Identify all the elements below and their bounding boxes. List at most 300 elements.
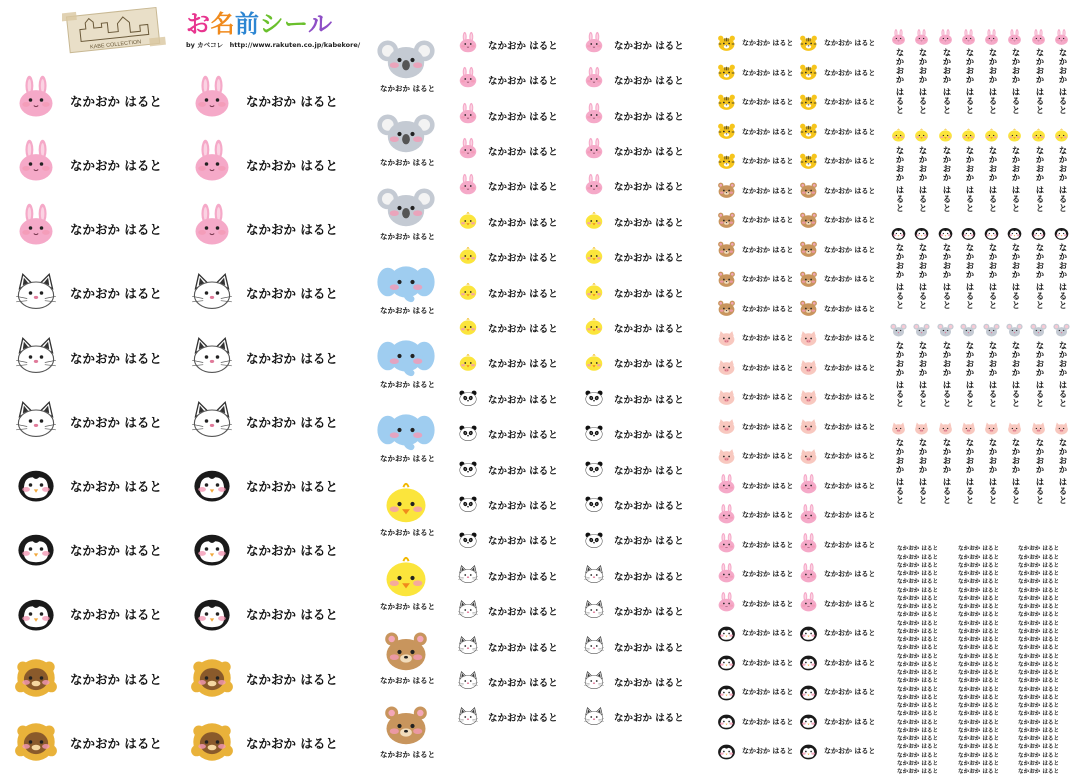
name-label: なかおか はると <box>824 540 876 549</box>
tiger-icon <box>716 33 737 54</box>
penguin-icon <box>14 527 58 571</box>
name-label: なかおか はると <box>70 543 162 559</box>
name-label: なかおか はると <box>742 186 794 195</box>
cat-icon <box>583 599 605 621</box>
bear-icon <box>380 700 432 752</box>
name-label: なかおか はると <box>958 769 1000 776</box>
vertical-name-label: なかおか はると <box>894 145 904 212</box>
bear-icon <box>798 269 819 290</box>
name-label: なかおか はると <box>1018 620 1060 627</box>
mouse-icon <box>1006 322 1023 339</box>
name-label: なかおか はると <box>897 653 939 660</box>
name-label: なかおか はると <box>614 607 684 619</box>
vertical-name-label: なかおか はると <box>964 48 974 115</box>
rabbit-icon <box>983 30 1000 47</box>
cat-icon <box>14 399 58 443</box>
rabbit-icon <box>190 78 234 122</box>
penguin-icon <box>983 225 1000 242</box>
name-label: なかおか はると <box>70 414 162 430</box>
vertical-name-label: なかおか はると <box>964 340 974 407</box>
name-label: なかおか はると <box>70 671 162 687</box>
rabbit-icon <box>583 33 605 55</box>
penguin-icon <box>1030 225 1047 242</box>
bear-icon <box>798 298 819 319</box>
name-label: なかおか はると <box>1018 653 1060 660</box>
name-label: なかおか はると <box>614 111 684 123</box>
name-label: なかおか はると <box>380 676 436 685</box>
cat-icon <box>190 399 234 443</box>
rabbit-icon <box>14 78 58 122</box>
vertical-name-label: なかおか はると <box>987 48 997 115</box>
name-label: なかおか はると <box>742 39 794 48</box>
cat-icon <box>457 599 479 621</box>
rabbit-icon <box>14 206 58 250</box>
penguin-icon <box>798 623 819 644</box>
chick-icon <box>380 478 432 530</box>
cat-icon <box>14 335 58 379</box>
panda-icon <box>457 529 479 551</box>
name-label: なかおか はると <box>488 253 558 265</box>
pig-icon <box>716 328 737 349</box>
tiger-icon <box>798 151 819 172</box>
name-label: なかおか はると <box>958 604 1000 611</box>
name-label: なかおか はると <box>897 711 939 718</box>
kabe-collection-logo <box>62 4 166 54</box>
name-label: なかおか はると <box>824 717 876 726</box>
koala-icon <box>380 108 432 160</box>
name-label: なかおか はると <box>958 760 1000 767</box>
name-label: なかおか はると <box>1018 595 1060 602</box>
mouse-icon <box>1030 322 1047 339</box>
name-label: なかおか はると <box>246 222 338 238</box>
name-label: なかおか はると <box>1018 571 1060 578</box>
name-label: なかおか はると <box>897 760 939 767</box>
rabbit-icon <box>798 475 819 496</box>
name-label: なかおか はると <box>824 127 876 136</box>
name-label: なかおか はると <box>742 540 794 549</box>
name-label: なかおか はると <box>824 688 876 697</box>
elephant-icon <box>380 256 432 308</box>
vertical-name-label: なかおか はると <box>987 340 997 407</box>
vertical-name-label: なかおか はると <box>894 438 904 505</box>
rabbit-icon <box>798 505 819 526</box>
name-label: なかおか はると <box>824 275 876 284</box>
name-label: なかおか はると <box>488 76 558 88</box>
pig-icon <box>716 416 737 437</box>
name-label: なかおか はると <box>742 157 794 166</box>
vertical-name-label: なかおか はると <box>1034 145 1044 212</box>
name-label: なかおか はると <box>488 147 558 159</box>
vertical-name-label: なかおか はると <box>1010 48 1020 115</box>
name-label: なかおか はると <box>614 217 684 229</box>
rabbit-icon <box>913 30 930 47</box>
vertical-name-label: なかおか はると <box>987 145 997 212</box>
chick-icon <box>583 281 605 303</box>
name-label: なかおか はると <box>897 703 939 710</box>
name-label: なかおか はると <box>1018 678 1060 685</box>
name-label: なかおか はると <box>380 454 436 463</box>
name-label: なかおか はると <box>1018 736 1060 743</box>
lion-icon <box>190 656 234 700</box>
name-label: なかおか はると <box>380 158 436 167</box>
chick-icon <box>457 316 479 338</box>
name-label: なかおか はると <box>614 571 684 583</box>
chick-icon <box>583 210 605 232</box>
bear-icon <box>716 298 737 319</box>
name-label: なかおか はると <box>897 595 939 602</box>
pig-icon <box>716 357 737 378</box>
name-label: なかおか はると <box>958 694 1000 701</box>
panda-icon <box>583 387 605 409</box>
rabbit-icon <box>583 139 605 161</box>
name-label: なかおか はると <box>614 536 684 548</box>
name-label: なかおか はると <box>742 393 794 402</box>
vertical-name-label: なかおか はると <box>917 438 927 505</box>
vertical-name-label: なかおか はると <box>917 145 927 212</box>
panda-icon <box>583 529 605 551</box>
panda-icon <box>457 458 479 480</box>
rabbit-icon <box>716 534 737 555</box>
name-label: なかおか はると <box>897 579 939 586</box>
rabbit-icon <box>890 30 907 47</box>
name-label: なかおか はると <box>897 769 939 776</box>
vertical-name-label: なかおか はると <box>894 243 904 310</box>
name-label: なかおか はると <box>824 304 876 313</box>
bear-icon <box>716 269 737 290</box>
name-label: なかおか はると <box>488 501 558 513</box>
vertical-name-label: なかおか はると <box>1034 48 1044 115</box>
name-label: なかおか はると <box>246 735 338 751</box>
name-label: なかおか はると <box>897 727 939 734</box>
tiger-icon <box>798 33 819 54</box>
rabbit-icon <box>716 475 737 496</box>
elephant-icon <box>380 404 432 456</box>
name-label: なかおか はると <box>488 430 558 442</box>
name-label: なかおか はると <box>614 288 684 300</box>
panda-icon <box>583 422 605 444</box>
penguin-icon <box>798 682 819 703</box>
name-label: なかおか はると <box>897 736 939 743</box>
name-label: なかおか はると <box>824 186 876 195</box>
name-label: なかおか はると <box>742 68 794 77</box>
name-label: なかおか はると <box>824 511 876 520</box>
name-label: なかおか はると <box>742 599 794 608</box>
chick-icon <box>457 245 479 267</box>
chick-icon <box>457 281 479 303</box>
name-label: なかおか はると <box>1018 628 1060 635</box>
name-label: なかおか はると <box>380 306 436 315</box>
name-label: なかおか はると <box>1018 703 1060 710</box>
name-label: なかおか はると <box>958 612 1000 619</box>
name-label: なかおか はると <box>897 612 939 619</box>
name-label: なかおか はると <box>70 158 162 174</box>
name-label: なかおか はると <box>824 570 876 579</box>
penguin-icon <box>716 652 737 673</box>
name-label: なかおか はると <box>380 232 436 241</box>
name-label: なかおか はると <box>742 245 794 254</box>
name-label: なかおか はると <box>958 637 1000 644</box>
vertical-name-label: なかおか はると <box>1057 438 1067 505</box>
name-label: なかおか はると <box>488 359 558 371</box>
cat-icon <box>14 271 58 315</box>
vertical-name-label: なかおか はると <box>1010 340 1020 407</box>
name-label: なかおか はると <box>824 393 876 402</box>
name-label: なかおか はると <box>958 711 1000 718</box>
mouse-icon <box>890 322 907 339</box>
name-label: なかおか はると <box>488 111 558 123</box>
name-label: なかおか はると <box>824 363 876 372</box>
name-label: なかおか はると <box>742 422 794 431</box>
name-label: なかおか はると <box>824 422 876 431</box>
vertical-name-label: なかおか はると <box>894 48 904 115</box>
cat-icon <box>583 670 605 692</box>
lion-icon <box>14 720 58 764</box>
name-label: なかおか はると <box>958 595 1000 602</box>
name-label: なかおか はると <box>1018 744 1060 751</box>
rabbit-icon <box>798 534 819 555</box>
penguin-icon <box>1053 225 1070 242</box>
chick-icon <box>583 245 605 267</box>
name-label: なかおか はると <box>614 76 684 88</box>
name-label: なかおか はると <box>958 727 1000 734</box>
bear-icon <box>798 239 819 260</box>
vertical-name-label: なかおか はると <box>1057 145 1067 212</box>
name-label: なかおか はると <box>958 546 1000 553</box>
name-label: なかおか はると <box>742 334 794 343</box>
name-label: なかおか はると <box>1018 587 1060 594</box>
name-label: なかおか はると <box>824 334 876 343</box>
penguin-icon <box>716 711 737 732</box>
name-label: なかおか はると <box>824 245 876 254</box>
name-label: なかおか はると <box>742 570 794 579</box>
vertical-name-label: なかおか はると <box>1010 145 1020 212</box>
rabbit-icon <box>583 68 605 90</box>
vertical-name-label: なかおか はると <box>1010 243 1020 310</box>
penguin-icon <box>14 463 58 507</box>
rabbit-icon <box>798 593 819 614</box>
name-label: なかおか はると <box>958 661 1000 668</box>
rabbit-icon <box>457 33 479 55</box>
name-label: なかおか はると <box>488 536 558 548</box>
rabbit-icon <box>716 505 737 526</box>
elephant-icon <box>380 330 432 382</box>
name-label: なかおか はると <box>897 645 939 652</box>
cat-icon <box>583 635 605 657</box>
rabbit-icon <box>190 142 234 186</box>
pig-icon <box>798 357 819 378</box>
name-label: なかおか はると <box>614 678 684 690</box>
vertical-name-label: なかおか はると <box>964 438 974 505</box>
vertical-name-label: なかおか はると <box>941 145 951 212</box>
name-label: なかおか はると <box>897 628 939 635</box>
name-label: なかおか はると <box>824 481 876 490</box>
name-label: なかおか はると <box>897 604 939 611</box>
name-label: なかおか はると <box>614 359 684 371</box>
name-label: なかおか はると <box>742 304 794 313</box>
pig-icon <box>1053 420 1070 437</box>
name-label: なかおか はると <box>958 670 1000 677</box>
name-label: なかおか はると <box>246 543 338 559</box>
name-label: なかおか はると <box>742 717 794 726</box>
name-label: なかおか はると <box>1018 637 1060 644</box>
penguin-icon <box>798 741 819 762</box>
rabbit-icon <box>583 175 605 197</box>
name-label: なかおか はると <box>1018 711 1060 718</box>
rabbit-icon <box>937 30 954 47</box>
rabbit-icon <box>457 139 479 161</box>
name-label: なかおか はると <box>614 182 684 194</box>
chick-icon <box>583 316 605 338</box>
name-label: なかおか はると <box>380 750 436 759</box>
name-label: なかおか はると <box>614 324 684 336</box>
rabbit-icon <box>457 68 479 90</box>
name-label: なかおか はると <box>897 546 939 553</box>
chick-icon <box>457 352 479 374</box>
name-label: なかおか はると <box>824 98 876 107</box>
name-label: なかおか はると <box>958 571 1000 578</box>
name-label: なかおか はると <box>958 587 1000 594</box>
name-label: なかおか はると <box>1018 769 1060 776</box>
name-label: なかおか はると <box>897 661 939 668</box>
cat-icon <box>457 670 479 692</box>
penguin-icon <box>960 225 977 242</box>
name-label: なかおか はると <box>488 40 558 52</box>
chick-icon <box>457 210 479 232</box>
name-label: なかおか はると <box>488 713 558 725</box>
pig-icon <box>983 420 1000 437</box>
name-label: なかおか はると <box>614 394 684 406</box>
chick-icon <box>1030 127 1047 144</box>
penguin-icon <box>716 741 737 762</box>
name-label: なかおか はると <box>614 147 684 159</box>
vertical-name-label: なかおか はると <box>941 243 951 310</box>
logo-text: KABE COLLECTION <box>89 39 142 51</box>
name-label: なかおか はると <box>246 607 338 623</box>
name-label: なかおか はると <box>742 275 794 284</box>
name-label: なかおか はると <box>488 571 558 583</box>
name-label: なかおか はると <box>1018 686 1060 693</box>
vertical-name-label: なかおか はると <box>894 340 904 407</box>
rabbit-icon <box>457 104 479 126</box>
pig-icon <box>798 387 819 408</box>
tiger-icon <box>716 151 737 172</box>
name-label: なかおか はると <box>897 620 939 627</box>
rabbit-icon <box>798 564 819 585</box>
penguin-icon <box>937 225 954 242</box>
rabbit-icon <box>716 564 737 585</box>
name-label: なかおか はると <box>614 501 684 513</box>
name-label: なかおか はると <box>958 744 1000 751</box>
cat-icon <box>583 706 605 728</box>
name-label: なかおか はると <box>958 719 1000 726</box>
name-label: なかおか はると <box>897 562 939 569</box>
vertical-name-label: なかおか はると <box>917 340 927 407</box>
vertical-name-label: なかおか はると <box>1057 340 1067 407</box>
rabbit-icon <box>1030 30 1047 47</box>
vertical-name-label: なかおか はると <box>941 340 951 407</box>
name-label: なかおか はると <box>958 645 1000 652</box>
name-label: なかおか はると <box>488 217 558 229</box>
name-label: なかおか はると <box>897 587 939 594</box>
name-label: なかおか はると <box>897 554 939 561</box>
cat-icon <box>457 564 479 586</box>
vertical-name-label: なかおか はると <box>964 145 974 212</box>
name-label: なかおか はると <box>824 39 876 48</box>
name-label: なかおか はると <box>246 671 338 687</box>
name-label: なかおか はると <box>1018 604 1060 611</box>
name-label: なかおか はると <box>824 747 876 756</box>
vertical-name-label: なかおか はると <box>987 243 997 310</box>
name-label: なかおか はると <box>488 642 558 654</box>
name-label: なかおか はると <box>1018 579 1060 586</box>
bear-icon <box>798 210 819 231</box>
penguin-icon <box>716 682 737 703</box>
name-label: なかおか はると <box>1018 554 1060 561</box>
cat-icon <box>457 635 479 657</box>
pig-icon <box>798 446 819 467</box>
rabbit-icon <box>1053 30 1070 47</box>
chick-icon <box>983 127 1000 144</box>
name-label: なかおか はると <box>614 253 684 265</box>
name-label: なかおか はると <box>742 629 794 638</box>
name-label: なかおか はると <box>824 658 876 667</box>
name-label: なかおか はると <box>380 528 436 537</box>
name-label: なかおか はると <box>488 182 558 194</box>
cat-icon <box>583 564 605 586</box>
penguin-icon <box>798 711 819 732</box>
vertical-name-label: なかおか はると <box>1034 340 1044 407</box>
rabbit-icon <box>1006 30 1023 47</box>
name-label: なかおか はると <box>1018 670 1060 677</box>
penguin-icon <box>798 652 819 673</box>
name-label: なかおか はると <box>488 324 558 336</box>
tiger-icon <box>798 121 819 142</box>
chick-icon <box>1006 127 1023 144</box>
name-label: なかおか はると <box>1018 752 1060 759</box>
cat-icon <box>457 706 479 728</box>
penguin-icon <box>716 623 737 644</box>
name-label: なかおか はると <box>742 98 794 107</box>
rabbit-icon <box>716 593 737 614</box>
name-label: なかおか はると <box>380 602 436 611</box>
name-label: なかおか はると <box>897 694 939 701</box>
pig-icon <box>960 420 977 437</box>
penguin-icon <box>190 592 234 636</box>
lion-icon <box>190 720 234 764</box>
credit-line: by カベコレ http://www.rakuten.co.jp/kabekore/ <box>186 41 361 49</box>
mouse-icon <box>913 322 930 339</box>
pig-icon <box>937 420 954 437</box>
mouse-icon <box>960 322 977 339</box>
name-label: なかおか はると <box>614 713 684 725</box>
name-label: なかおか はると <box>958 678 1000 685</box>
tiger-icon <box>798 62 819 83</box>
name-label: なかおか はると <box>958 752 1000 759</box>
vertical-name-label: なかおか はると <box>1057 48 1067 115</box>
pig-icon <box>890 420 907 437</box>
name-label: なかおか はると <box>614 430 684 442</box>
name-label: なかおか はると <box>897 637 939 644</box>
pig-icon <box>1006 420 1023 437</box>
name-label: なかおか はると <box>897 571 939 578</box>
name-label: なかおか はると <box>614 642 684 654</box>
page-title: お名前シール <box>186 10 333 38</box>
name-label: なかおか はると <box>246 286 338 302</box>
rabbit-icon <box>457 175 479 197</box>
koala-icon <box>380 182 432 234</box>
bear-icon <box>380 626 432 678</box>
name-label: なかおか はると <box>742 511 794 520</box>
